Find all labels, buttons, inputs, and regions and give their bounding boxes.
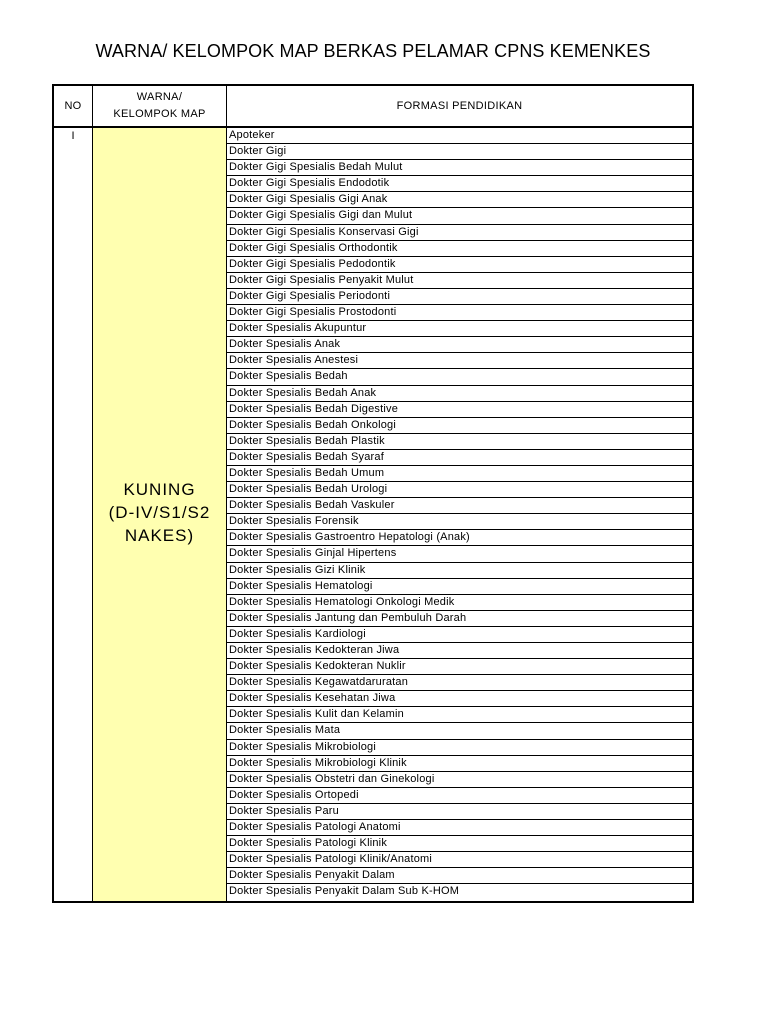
table-row: Dokter Spesialis Bedah Onkologi <box>227 418 692 434</box>
group-label-line3: NAKES) <box>124 526 195 545</box>
table-row: Dokter Spesialis Patologi Klinik/Anatomi <box>227 852 692 868</box>
table-row: Dokter Gigi Spesialis Bedah Mulut <box>227 160 692 176</box>
table-row: Dokter Spesialis Ginjal Hipertens <box>227 546 692 562</box>
column-formation <box>227 86 692 901</box>
table-row: Dokter Gigi Spesialis Endodotik <box>227 176 692 192</box>
table-row: Dokter Spesialis Mikrobiologi <box>227 740 692 756</box>
table-row: Dokter Spesialis Bedah Vaskuler <box>227 498 692 514</box>
column-color-group <box>93 86 227 901</box>
header-no: NO <box>54 86 92 128</box>
table-row: Dokter Spesialis Paru <box>227 804 692 820</box>
table-row: Dokter Spesialis Mata <box>227 723 692 739</box>
table-row: Dokter Spesialis Patologi Anatomi <box>227 820 692 836</box>
table-row: Dokter Spesialis Anak <box>227 337 692 353</box>
table-row: Dokter Spesialis Bedah Urologi <box>227 482 692 498</box>
table-row: Dokter Spesialis Kesehatan Jiwa <box>227 691 692 707</box>
table-row: Dokter Spesialis Bedah Syaraf <box>227 450 692 466</box>
table-row: Dokter Spesialis Gizi Klinik <box>227 563 692 579</box>
table-row: Dokter Gigi Spesialis Penyakit Mulut <box>227 273 692 289</box>
table-row: Dokter Spesialis Mikrobiologi Klinik <box>227 756 692 772</box>
group-label-line2: (D-IV/S1/S2 <box>108 503 211 522</box>
table-row: Dokter Spesialis Forensik <box>227 514 692 530</box>
table-row: Dokter Spesialis Bedah <box>227 369 692 385</box>
table-row: Dokter Gigi <box>227 144 692 160</box>
table-row: Dokter Gigi Spesialis Gigi Anak <box>227 192 692 208</box>
table-row: Dokter Spesialis Ortopedi <box>227 788 692 804</box>
table-row: Dokter Spesialis Hematologi Onkologi Medik <box>227 595 692 611</box>
table-row: Dokter Spesialis Kulit dan Kelamin <box>227 707 692 723</box>
table-row: Dokter Spesialis Hematologi <box>227 579 692 595</box>
table-row: Dokter Gigi Spesialis Pedodontik <box>227 257 692 273</box>
group-number: I <box>71 130 75 142</box>
table-row: Dokter Spesialis Anestesi <box>227 353 692 369</box>
table-row: Dokter Spesialis Kedokteran Jiwa <box>227 643 692 659</box>
table-row: Dokter Spesialis Penyakit Dalam Sub K-HOM <box>229 885 460 898</box>
group-label <box>93 478 226 547</box>
column-no <box>54 86 93 901</box>
table-row: Apoteker <box>227 128 692 144</box>
table-row: Dokter Spesialis Penyakit Dalam <box>227 868 692 884</box>
header-color-line1: WARNA/ <box>136 91 183 103</box>
header-color-group <box>93 86 226 128</box>
table-row: Dokter Spesialis Bedah Anak <box>227 386 692 402</box>
table-row: Dokter Spesialis Bedah Umum <box>227 466 692 482</box>
table-row: Dokter Gigi Spesialis Konservasi Gigi <box>227 225 692 241</box>
table-row: Dokter Spesialis Kedokteran Nuklir <box>227 659 692 675</box>
table-row: Dokter Spesialis Jantung dan Pembuluh Darah <box>227 611 692 627</box>
color-group-cell <box>93 128 226 901</box>
table-row: Dokter Spesialis Kegawatdaruratan <box>227 675 692 691</box>
table-row: Dokter Spesialis Bedah Digestive <box>227 402 692 418</box>
formation-table <box>52 84 694 903</box>
page-title: WARNA/ KELOMPOK MAP BERKAS PELAMAR CPNS KEMENKES <box>95 41 651 61</box>
table-row: Dokter Spesialis Patologi Klinik <box>227 836 692 852</box>
table-row: Dokter Spesialis Akupuntur <box>227 321 692 337</box>
header-formation: FORMASI PENDIDIKAN <box>227 86 692 128</box>
table-row: Dokter Gigi Spesialis Orthodontik <box>227 241 692 257</box>
table-row: Dokter Gigi Spesialis Gigi dan Mulut <box>227 208 692 224</box>
header-color-line2: KELOMPOK MAP <box>113 108 206 120</box>
table-row: Dokter Gigi Spesialis Periodonti <box>227 289 692 305</box>
table-row: Dokter Spesialis Bedah Plastik <box>227 434 692 450</box>
table-row: Dokter Gigi Spesialis Prostodonti <box>227 305 692 321</box>
table-row: Dokter Spesialis Gastroentro Hepatologi (Anak) <box>227 530 692 546</box>
group-label-line1: KUNING <box>123 480 196 499</box>
table-row: Dokter Spesialis Obstetri dan Ginekologi <box>227 772 692 788</box>
formation-list <box>227 128 692 900</box>
table-row: Dokter Spesialis Kardiologi <box>227 627 692 643</box>
